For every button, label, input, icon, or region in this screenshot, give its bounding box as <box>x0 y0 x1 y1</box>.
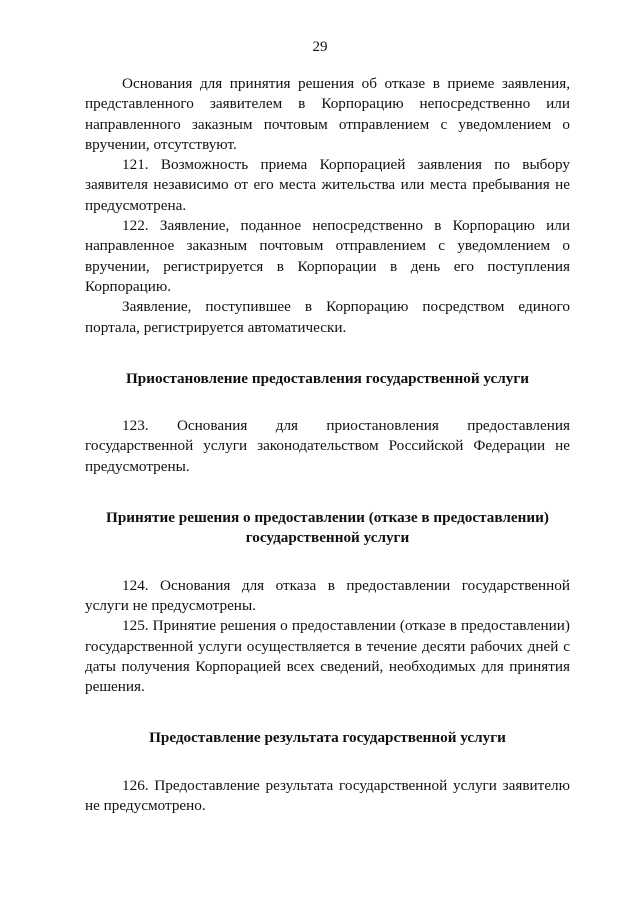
heading-decision-line-1: Принятие решения о предоставлении (отказе в предоставлении) <box>106 509 549 527</box>
paragraph-122-portal: Заявление, поступившее в Корпорацию посредством единого портала, регистрируется автоматически. <box>85 298 570 336</box>
page-number: 29 <box>312 39 328 55</box>
paragraph-126: 126. Предоставление результата государственной услуги заявителю не предусмотрено. <box>85 776 570 815</box>
paragraph-124: 124. Основания для отказа в предоставлении государственной услуги не предусмотрены. <box>85 576 570 614</box>
paragraph-123: 123. Основания для приостановления предоставления государственной услуги законодательством Российской Федерации не предусмотрены. <box>85 417 570 475</box>
paragraph-125: 125. Принятие решения о предоставлении (отказе в предоставлении) государственной услуги осуществляется в течение десяти рабочих дней с даты получения Корпорацией всех сведений, необходимых для принятия решения. <box>85 617 570 696</box>
heading-result: Предоставление результата государственной услуги <box>149 729 506 747</box>
document-body <box>85 74 570 816</box>
heading-decision <box>85 508 570 549</box>
paragraph-121: 121. Возможность приема Корпорацией заявления по выбору заявителя независимо от его места жительства или места пребывания не предусмотрена. <box>85 156 570 214</box>
paragraph-122: 122. Заявление, поданное непосредственно в Корпорацию или направленное заказным почтовым отправлением с уведомлением о вручении, регистрируется в Корпорации в день его поступления Корпорацию. <box>85 217 570 295</box>
heading-decision-line-2: государственной услуги <box>245 529 410 547</box>
heading-suspension: Приостановление предоставления государственной услуги <box>125 369 530 387</box>
paragraph-grounds-refusal: Основания для принятия решения об отказе в приеме заявления, представленного заявителем в Корпорацию непосредственно или направленного заказным почтовым отправлением с уведомлением о вручении, отсутствуют. <box>85 75 570 153</box>
